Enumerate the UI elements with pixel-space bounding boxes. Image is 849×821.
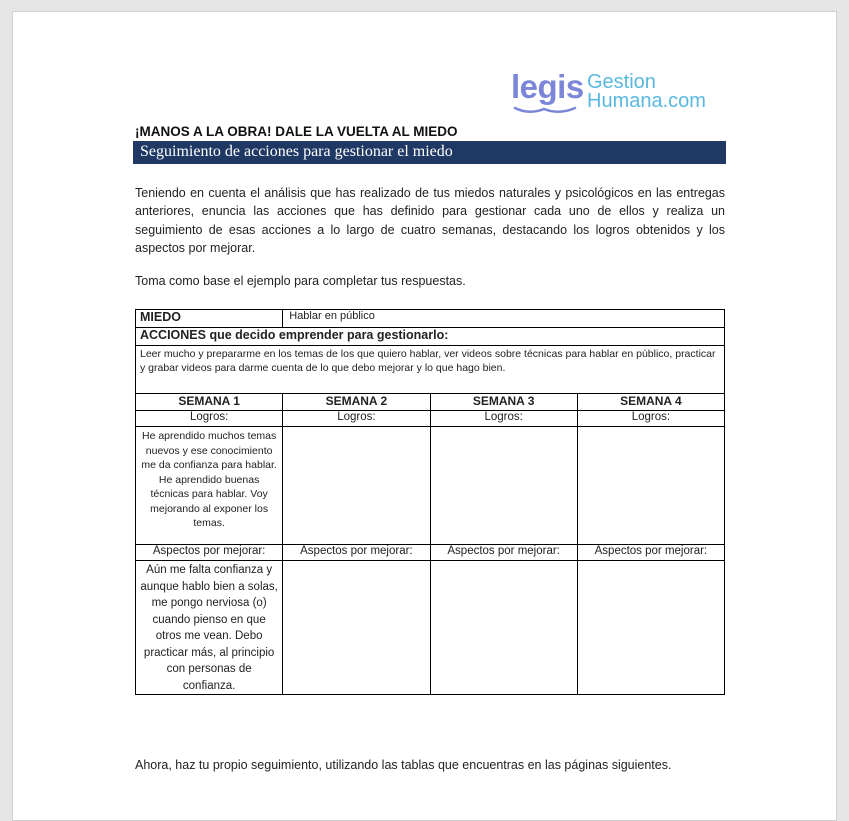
- logros-label: Logros:: [136, 411, 283, 427]
- aspectos-row: [136, 561, 725, 695]
- week-header: SEMANA 4: [577, 394, 724, 411]
- aspectos-label: Aspectos por mejorar:: [430, 545, 577, 561]
- logros-label-row: [136, 411, 725, 427]
- tracking-table: [135, 309, 725, 695]
- aspectos-label: Aspectos por mejorar:: [577, 545, 724, 561]
- logros-cell[interactable]: He aprendido muchos temas nuevos y ese conocimiento me da confianza para hablar. He aprendido buenas técnicas para hablar. Voy mejorando al exponer los temas.: [136, 427, 283, 545]
- logo-product-line1: Gestion: [587, 71, 656, 93]
- aspectos-cell[interactable]: Aún me falta confianza y aunque hablo bien a solas, me pongo nerviosa (o) cuando pienso en que otros me vean. Debo practicar más, al principio con personas de confianza.: [136, 561, 283, 695]
- aspectos-cell[interactable]: [430, 561, 577, 695]
- aspectos-label-row: [136, 545, 725, 561]
- aspectos-label: Aspectos por mejorar:: [283, 545, 430, 561]
- week-header: SEMANA 3: [430, 394, 577, 411]
- logros-label: Logros:: [283, 411, 430, 427]
- aspectos-cell[interactable]: [283, 561, 430, 695]
- aspectos-cell[interactable]: [577, 561, 724, 695]
- aspectos-label: Aspectos por mejorar:: [136, 545, 283, 561]
- logros-cell[interactable]: [577, 427, 724, 545]
- instruction-paragraph: Toma como base el ejemplo para completar tus respuestas.: [135, 274, 466, 288]
- logo-product-line2: Humana.com: [587, 90, 706, 112]
- intro-paragraph: Teniendo en cuenta el análisis que has realizado de tus miedos naturales y psicológicos en las entregas anteriores, enuncia las acciones que has definido para gestionar cada uno de ellos y realiza un seguimiento de esas acciones a lo largo de cuatro semanas, destacando los logros obtenidos y los aspectos por mejorar.: [135, 186, 725, 255]
- footer-paragraph: Ahora, haz tu propio seguimiento, utilizando las tablas que encuentras en las páginas siguientes.: [135, 758, 672, 772]
- legis-gestion-humana-logo: [511, 68, 731, 118]
- weeks-header-row: [136, 394, 725, 411]
- week-header: SEMANA 1: [136, 394, 283, 411]
- logo-brand: legis: [511, 68, 584, 105]
- week-header: SEMANA 2: [283, 394, 430, 411]
- miedo-label: MIEDO: [136, 310, 283, 328]
- section-banner: [133, 141, 726, 164]
- document-page: [12, 11, 837, 821]
- logros-row: [136, 427, 725, 545]
- book-arc-icon: [513, 106, 577, 116]
- miedo-value[interactable]: Hablar en público: [283, 310, 725, 328]
- logros-label: Logros:: [430, 411, 577, 427]
- acciones-label: ACCIONES que decido emprender para gestionarlo:: [136, 328, 725, 346]
- page-heading: ¡MANOS A LA OBRA! DALE LA VUELTA AL MIEDO: [135, 124, 458, 139]
- acciones-value[interactable]: Leer mucho y prepararme en los temas de los que quiero hablar, ver videos sobre técnicas para hablar en público, practicar y grabar videos para darme cuenta de lo que debo mejorar y lo que hago bien.: [136, 346, 725, 394]
- section-banner-title: Seguimiento de acciones para gestionar el miedo: [140, 143, 453, 160]
- logros-cell[interactable]: [283, 427, 430, 545]
- logros-cell[interactable]: [430, 427, 577, 545]
- logros-label: Logros:: [577, 411, 724, 427]
